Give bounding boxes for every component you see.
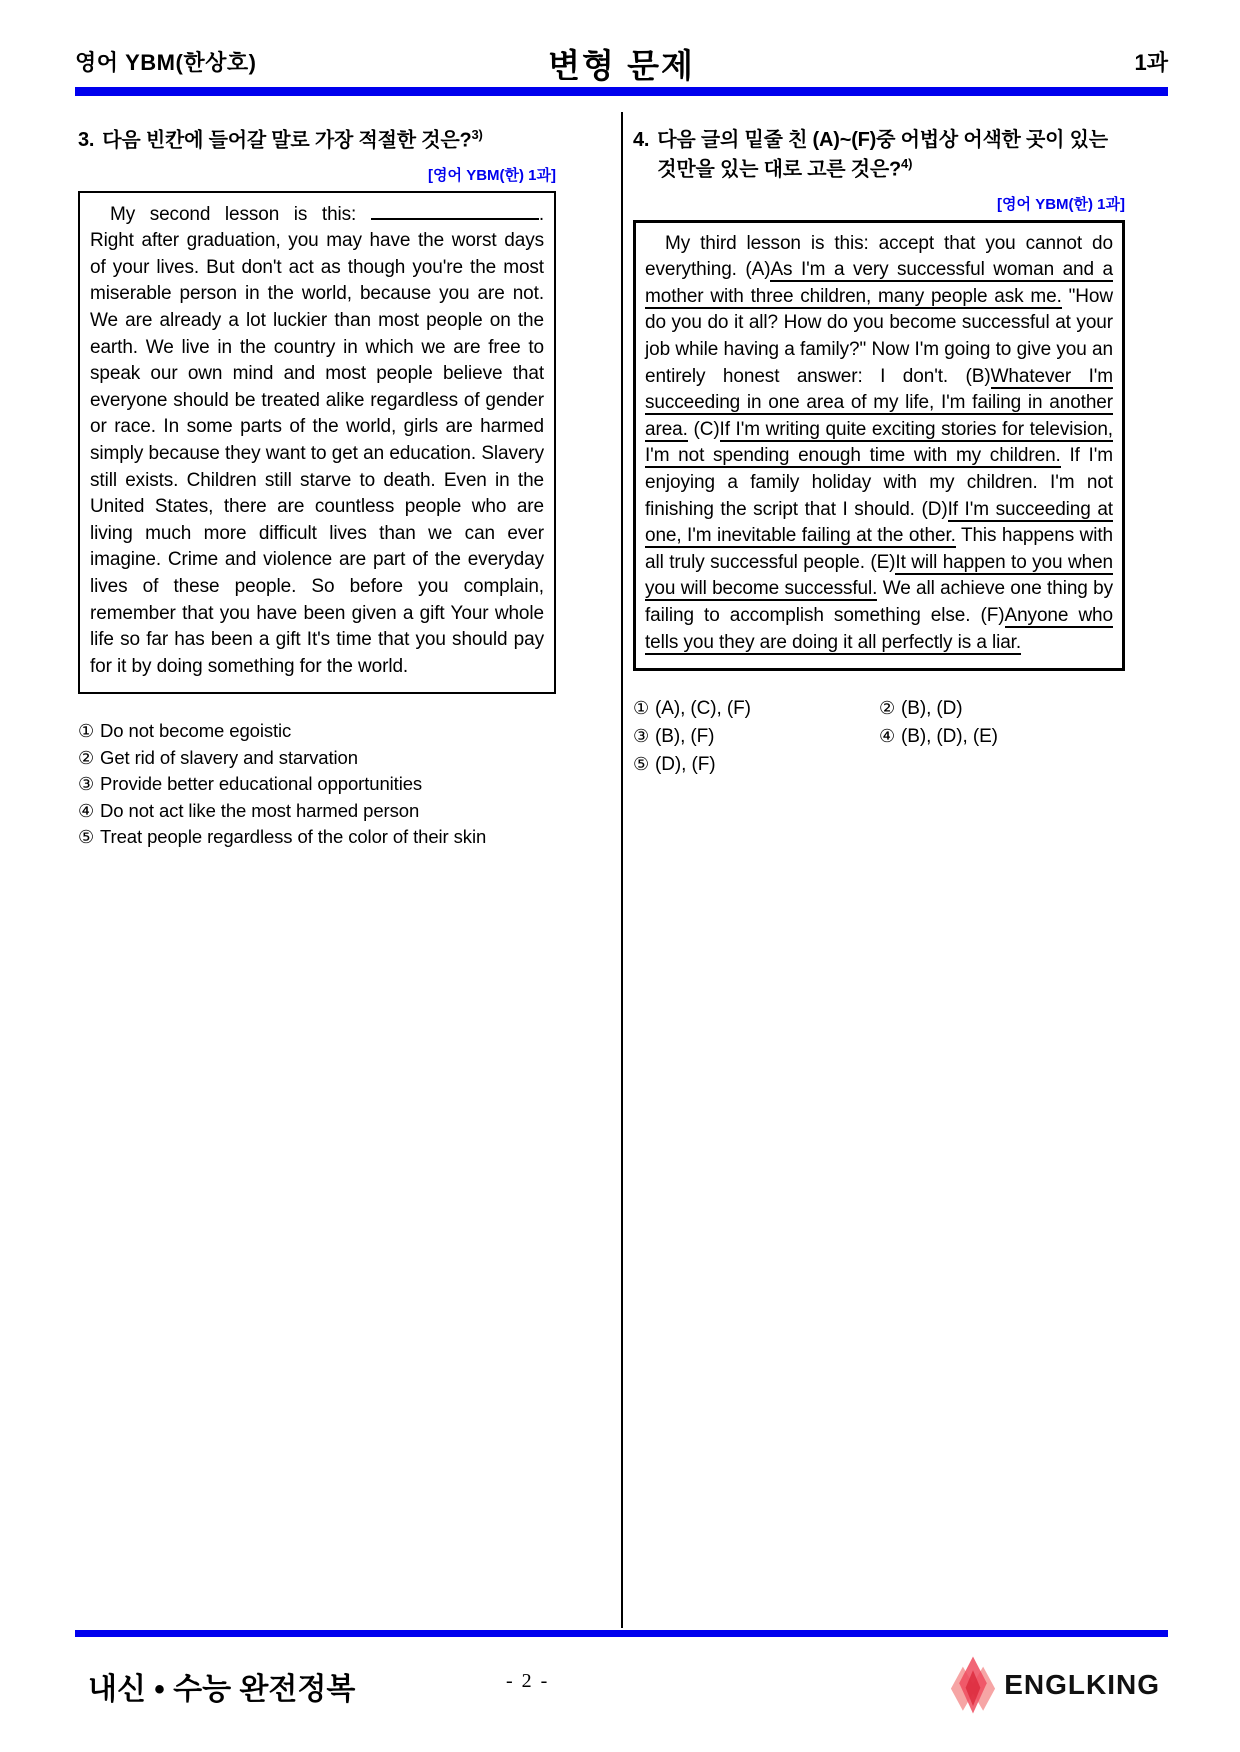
option-text: (B), (D), (E) (901, 726, 998, 748)
option-item (633, 723, 879, 750)
option-marker: ② (78, 747, 95, 768)
underlined-segment: Anyone who tells you they are doing it all perfectly is a liar. (645, 604, 1113, 653)
text-segment: My second lesson is this: (110, 203, 371, 225)
page-header (75, 46, 1168, 84)
underlined-segment: It will happen to you when you will become successful. (645, 551, 1113, 600)
underlined-segment: Whatever I'm succeeding in one area of my life, I'm failing in another area. (645, 365, 1114, 440)
source-tag: [영어 YBM(한) 1과] (428, 166, 556, 184)
footnote-marker: 3) (471, 127, 483, 142)
page-title: 변형 문제 (548, 47, 695, 84)
passage-text (645, 231, 1113, 657)
underlined-segment: If I'm writing quite exciting stories for television, I'm not spending enough time with my children. (645, 418, 1113, 467)
text-segment: "How do you do it all? How do you become successful at your job while having a family?" Now I'm going to give you an entirely honest answer: I don't. (B) (645, 285, 1113, 387)
option-marker: ④ (78, 800, 95, 821)
option-item (78, 824, 556, 851)
option-item (633, 751, 879, 778)
text-segment: (C) (687, 418, 720, 440)
option-text: Get rid of slavery and starvation (100, 746, 358, 768)
passage-box (633, 220, 1125, 672)
option-text: (A), (C), (F) (655, 698, 751, 720)
source-tag: [영어 YBM(한) 1과] (997, 195, 1125, 213)
header-rule (75, 87, 1168, 96)
option-text: Provide better educational opportunities (100, 773, 423, 795)
option-marker: ① (78, 721, 95, 742)
option-marker: ③ (633, 726, 650, 747)
option-item (879, 695, 1125, 722)
text-segment: If I'm enjoying a family holiday with my children. I'm not finishing the script that I should. (D) (645, 445, 1113, 520)
option-marker: ④ (879, 726, 896, 747)
flame-icon (950, 1654, 996, 1716)
question-4 (633, 126, 1125, 778)
question-text: 다음 빈칸에 들어갈 말로 가장 적절한 것은?$^{3)}$ (102, 127, 483, 152)
page-number: - 2 - (506, 1670, 550, 1692)
question-3-title (78, 126, 556, 156)
question-3 (78, 126, 556, 851)
chapter-label: 1과 (1134, 50, 1168, 75)
text-segment: This happens with all truly successful people. (E) (645, 525, 1113, 573)
option-text: (B), (F) (655, 726, 715, 748)
option-text: Treat people regardless of the color of their skin (100, 826, 487, 848)
page-footer (88, 1652, 1160, 1722)
text-segment: My third lesson is this: accept that you cannot do everything. (A) (645, 232, 1113, 281)
option-marker: ② (879, 698, 896, 719)
option-item (78, 718, 556, 745)
footnote-marker: 4) (901, 156, 913, 171)
question-4-title (633, 126, 1125, 185)
option-item (78, 771, 556, 798)
passage-box (78, 191, 556, 695)
option-text: (B), (D) (901, 698, 963, 720)
answer-options (78, 718, 556, 851)
option-text: Do not become egoistic (100, 720, 292, 742)
option-item (633, 695, 879, 722)
option-text: (D), (F) (655, 754, 716, 776)
answer-options (633, 695, 1125, 778)
text-segment: We all achieve one thing by failing to accomplish something else. (F) (645, 578, 1114, 626)
underlined-segment: If I'm succeeding at one, I'm inevitable failing at the other. (645, 498, 1113, 547)
question-number: 4. (633, 129, 650, 151)
column-divider (621, 112, 623, 1628)
underlined-segment: As I'm a very successful woman and a mother with three children, many people ask me. (645, 259, 1114, 307)
option-text: Do not act like the most harmed person (100, 799, 420, 821)
text-segment: . Right after graduation, you may have the worst days of your lives. But don't act as though you're the most miserable person in the world, because you are not. We are already a lot luckier than most people on the earth. We live in the country in which we are free to speak our own mind and most people believe that everyone should be treated alike regardless of gender or race. In some parts of the world, girls are harmed simply because they want to get an education. Slavery still exists. Children still starve to death. Even in the United States, there are countless people who are living much more difficult lives than we can ever imagine. Crime and violence are part of the everyday lives of these people. So before you complain, remember that you have been given a gift Your whole life so far has been a gift It's time that you should pay for it by doing something for the world. (90, 203, 544, 677)
option-item (879, 723, 1125, 750)
option-item (78, 745, 556, 772)
footer-slogan: 내신 • 수능 완전정복 (88, 1673, 356, 1706)
course-label: 영어 YBM(한상호) (75, 50, 257, 75)
brand-logo (950, 1654, 1160, 1716)
option-marker: ③ (78, 774, 95, 795)
passage-text (90, 201, 544, 681)
blank-line (371, 201, 539, 220)
question-text: 다음 글의 밑줄 친 (A)~(F)중 어법상 어색한 곳이 있는 것만을 있는 대로 고른 것은?$^{4)}$ (657, 129, 1108, 181)
brand-name: ENGLKING (1004, 1669, 1160, 1700)
question-number: 3. (78, 129, 95, 151)
footer-rule (75, 1630, 1168, 1637)
option-item (78, 798, 556, 825)
option-marker: ⑤ (78, 827, 95, 848)
option-marker: ① (633, 698, 650, 719)
option-marker: ⑤ (633, 754, 650, 775)
